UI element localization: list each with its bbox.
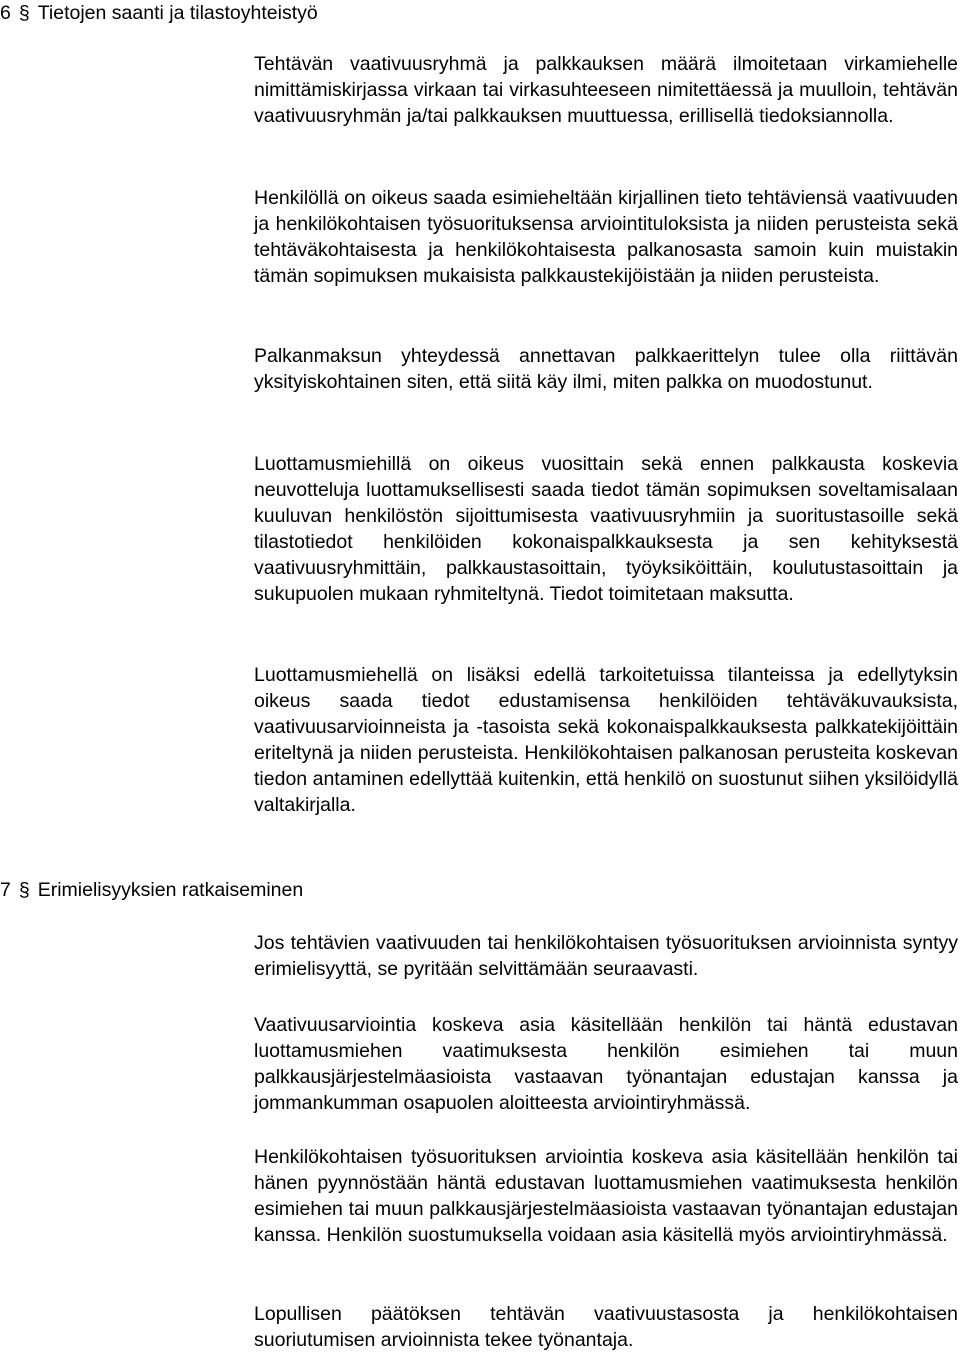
section-title: Tietojen saanti ja tilastoyhteistyö xyxy=(37,2,318,24)
section-6-paragraph-1: Tehtävän vaativuusryhmä ja palkkauksen määrä ilmoitetaan virkamiehelle nimittämiskirjassa virkaan tai virkasuhteeseen nimitettäessä ja muulloin, tehtävän vaativuusryhmän ja/tai palkkauksen muuttuessa, erillisellä tiedoksiannolla. xyxy=(254,53,958,127)
section-number: 7 xyxy=(0,879,11,901)
section-symbol: § xyxy=(18,2,30,24)
section-number: 6 xyxy=(0,2,11,24)
section-7-heading xyxy=(0,877,303,903)
section-6-paragraph-4: Luottamusmiehillä on oikeus vuosittain sekä ennen palkkausta koskevia neuvotteluja luottamuksellisesti saada tiedot tämän sopimuksen soveltamisalaan kuuluvan henkilöstön sijoittumisesta vaativuusryhmiin ja suoritustasoille sekä tilastotiedot henkilöiden kokonaispalkkauksesta ja sen kehityksestä vaativuusryhmittäin, palkkaustasoittain, työyksiköittäin, koulutustasoittain ja sukupuolen mukaan ryhmiteltynä. Tiedot toimitetaan maksutta. xyxy=(254,453,958,605)
section-6-heading xyxy=(0,0,318,26)
section-7-paragraph-4: Lopullisen päätöksen tehtävän vaativuustasosta ja henkilökohtaisen suoriutumisen arvioinnista tekee työnantaja. xyxy=(254,1303,958,1351)
section-title: Erimielisyyksien ratkaiseminen xyxy=(37,879,304,901)
section-7-paragraph-2: Vaativuusarviointia koskeva asia käsitellään henkilön tai häntä edustavan luottamusmiehen vaatimuksesta henkilön esimiehen tai muun palkkausjärjestelmäasioista vastaavan työnantajan edustajan kanssa ja jommankumman osapuolen aloitteesta arviointiryhmässä. xyxy=(254,1014,958,1114)
section-symbol: § xyxy=(18,879,30,901)
section-7-paragraph-1: Jos tehtävien vaativuuden tai henkilökohtaisen työsuorituksen arvioinnista syntyy erimielisyyttä, se pyritään selvittämään seuraavasti. xyxy=(254,932,958,980)
section-7-paragraph-3: Henkilökohtaisen työsuorituksen arviointia koskeva asia käsitellään henkilön tai hänen pyynnöstään häntä edustavan luottamusmiehen vaatimuksesta henkilön esimiehen tai muun palkkausjärjestelmäasioista vastaavan työnantajan edustajan kanssa. Henkilön suostumuksella voidaan asia käsitellä myös arviointiryhmässä. xyxy=(254,1146,958,1246)
section-6-paragraph-3: Palkanmaksun yhteydessä annettavan palkkaerittelyn tulee olla riittävän yksityiskohtainen siten, että siitä käy ilmi, miten palkka on muodostunut. xyxy=(254,345,958,393)
section-6-paragraph-2: Henkilöllä on oikeus saada esimieheltään kirjallinen tieto tehtäviensä vaativuuden ja henkilökohtaisen työsuorituksensa arviointituloksista ja niiden perusteista sekä tehtäväkohtaisesta ja henkilökohtaisesta palkanosasta samoin kuin muistakin tämän sopimuksen mukaisista palkkaustekijöistään ja niiden perusteista. xyxy=(254,187,958,287)
section-6-paragraph-5: Luottamusmiehellä on lisäksi edellä tarkoitetuissa tilanteissa ja edellytyksin oikeus saada tiedot edustamisensa henkilöiden tehtäväkuvauksista, vaativuusarvioinneista ja -tasoista sekä kokonaispalkkauksesta palkkatekijöittäin eriteltynä ja niiden perusteista. Henkilökohtaisen palkanosan perusteita koskevan tiedon antaminen edellyttää kuitenkin, että henkilö on suostunut siihen yksilöidyllä valtakirjalla. xyxy=(254,664,958,816)
